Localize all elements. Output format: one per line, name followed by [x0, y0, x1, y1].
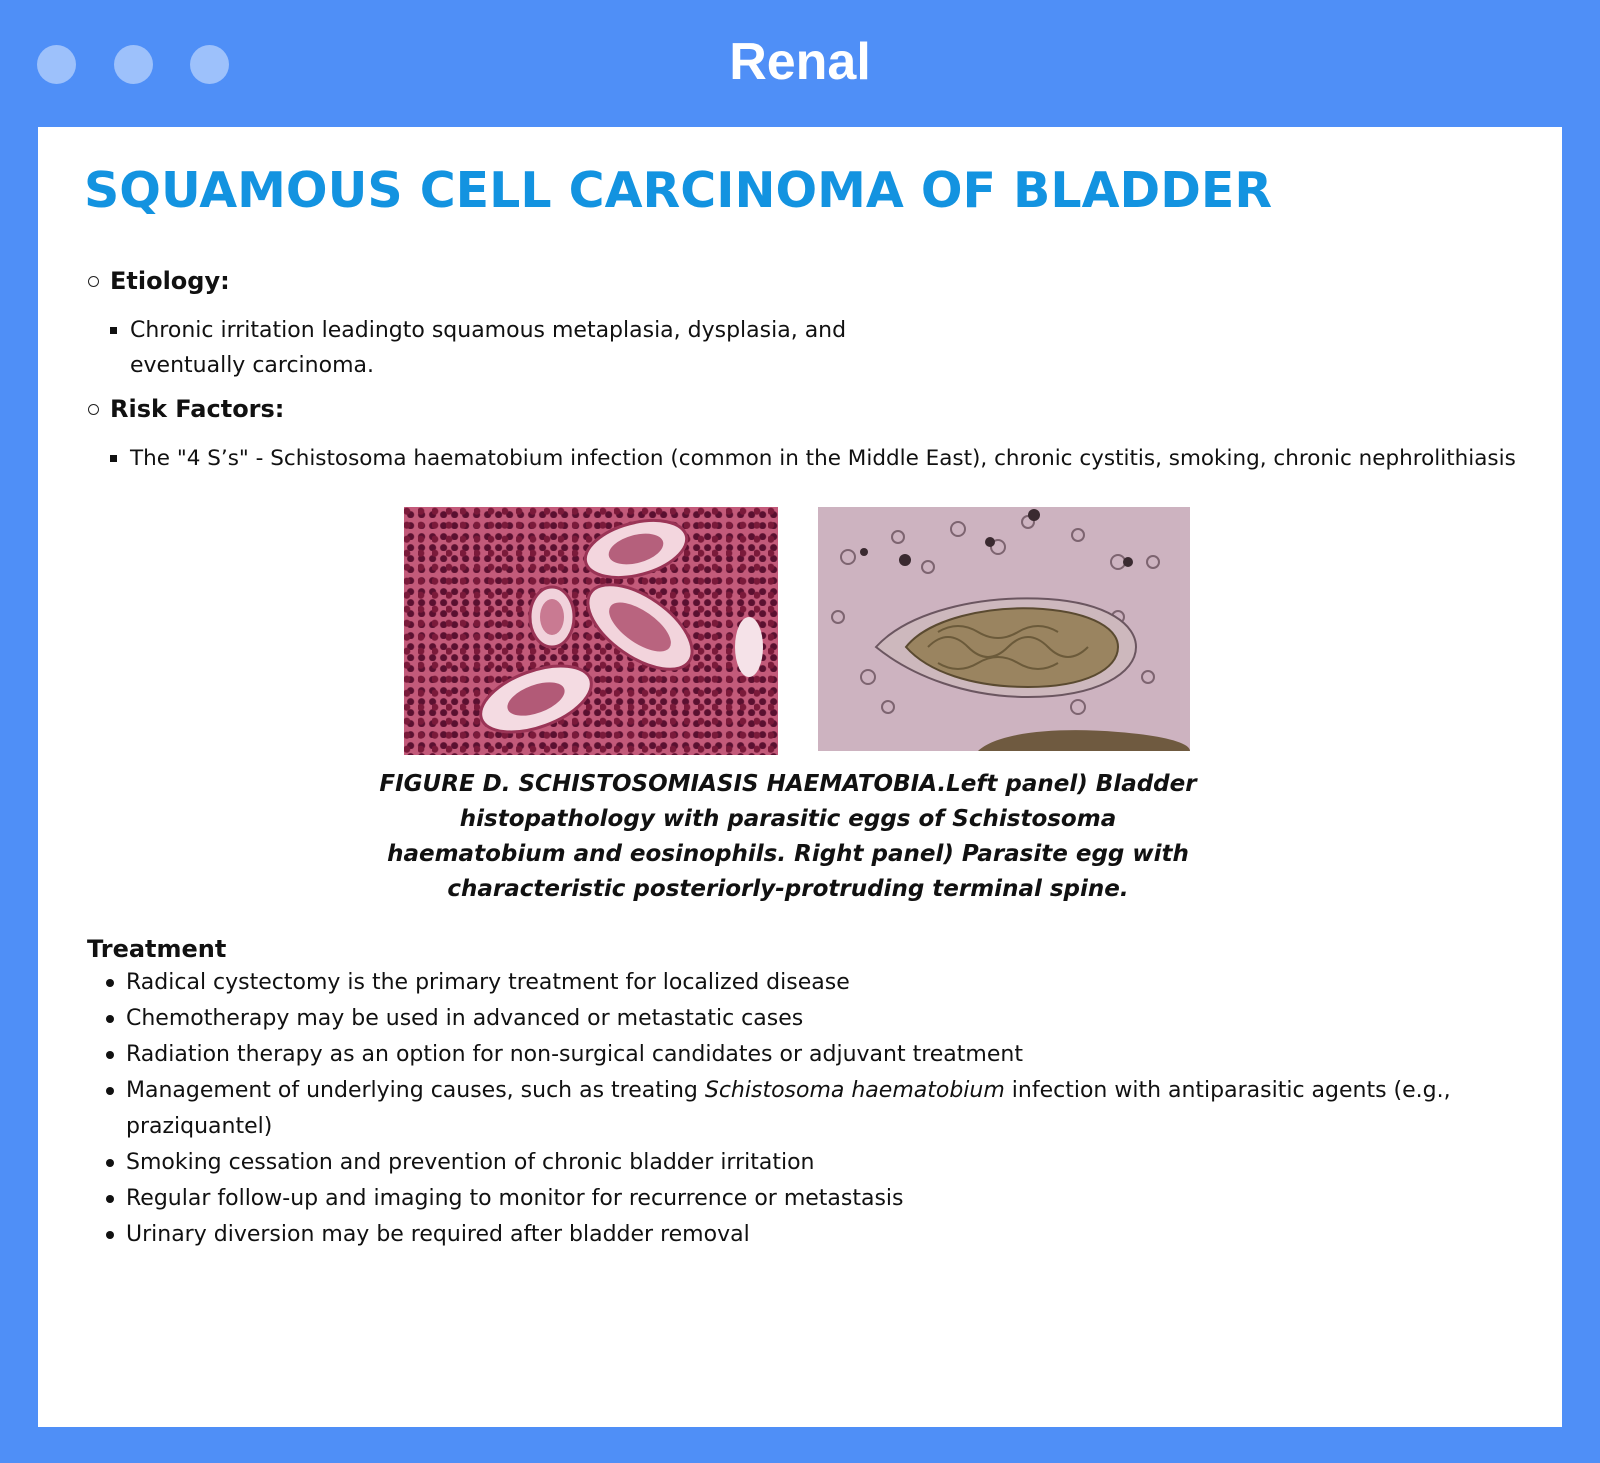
risk-factors-heading	[88, 395, 284, 423]
treatment-list	[106, 965, 1546, 1253]
bullet-icon	[106, 1159, 114, 1167]
list-item-text: Radical cystectomy is the primary treatment for localized disease	[126, 970, 850, 995]
list-item	[106, 1001, 1546, 1037]
list-item-text-italic: Schistosoma haematobium	[704, 1078, 1005, 1103]
etiology-item-text: Chronic irritation leadingto squamous metaplasia, dysplasia, and eventually carcinoma.	[130, 318, 847, 378]
square-bullet-icon	[110, 327, 117, 334]
bullet-icon	[106, 1087, 114, 1095]
bullet-icon	[106, 1015, 114, 1023]
list-item	[106, 965, 1546, 1001]
list-item-text: Urinary diversion may be required after bladder removal	[126, 1222, 750, 1247]
square-bullet-icon	[110, 455, 117, 462]
list-item	[106, 1145, 1546, 1181]
title-bar	[0, 0, 1600, 127]
etiology-heading-text: Etiology:	[110, 267, 230, 295]
hollow-bullet-icon	[88, 276, 99, 287]
content-panel	[38, 127, 1562, 1427]
list-item-text: Smoking cessation and prevention of chronic bladder irritation	[126, 1150, 815, 1175]
risk-factors-item	[110, 441, 1560, 476]
list-item	[106, 1181, 1546, 1217]
bullet-icon	[106, 979, 114, 987]
bladder-histopathology-image	[404, 507, 778, 755]
list-item	[106, 1037, 1546, 1073]
hollow-bullet-icon	[88, 404, 99, 415]
list-item-text: Regular follow-up and imaging to monitor for recurrence or metastasis	[126, 1186, 904, 1211]
bullet-icon	[106, 1195, 114, 1203]
list-item	[106, 1073, 1546, 1145]
list-item-text-after: infection with antiparasitic agents (e.g., praziquantel)	[126, 1078, 1451, 1139]
etiology-heading	[88, 267, 230, 295]
list-item-text-before: Management of underlying causes, such as treating	[126, 1078, 705, 1103]
risk-factors-item-text: The "4 S’s" - Schistosoma haematobium infection (common in the Middle East), chronic cystitis, smoking, chronic nephrolithiasis	[130, 446, 1516, 471]
page-title: SQUAMOUS CELL CARCINOMA OF BLADDER	[84, 162, 1273, 219]
bullet-icon	[106, 1051, 114, 1059]
list-item-text: Chemotherapy may be used in advanced or metastatic cases	[126, 1006, 804, 1031]
window-title: Renal	[729, 33, 871, 91]
risk-factors-heading-text: Risk Factors:	[110, 395, 285, 423]
parasite-egg-illustration	[818, 507, 1190, 751]
figure-caption: FIGURE D. SCHISTOSOMIASIS HAEMATOBIA.Left panel) Bladder histopathology with parasitic eggs of Schistosoma haematobium and eosinophils. Right panel) Parasite egg with characteristic posteriorly-protruding terminal spine.	[379, 771, 1197, 902]
parasite-egg-image	[818, 507, 1190, 751]
list-item-text: Radiation therapy as an option for non-surgical candidates or adjuvant treatment	[126, 1042, 1023, 1067]
treatment-heading: Treatment	[87, 935, 227, 963]
etiology-item	[110, 313, 930, 383]
histopathology-illustration	[404, 507, 778, 755]
list-item	[106, 1217, 1546, 1253]
bullet-icon	[106, 1231, 114, 1239]
list-item-text	[126, 1073, 1546, 1145]
